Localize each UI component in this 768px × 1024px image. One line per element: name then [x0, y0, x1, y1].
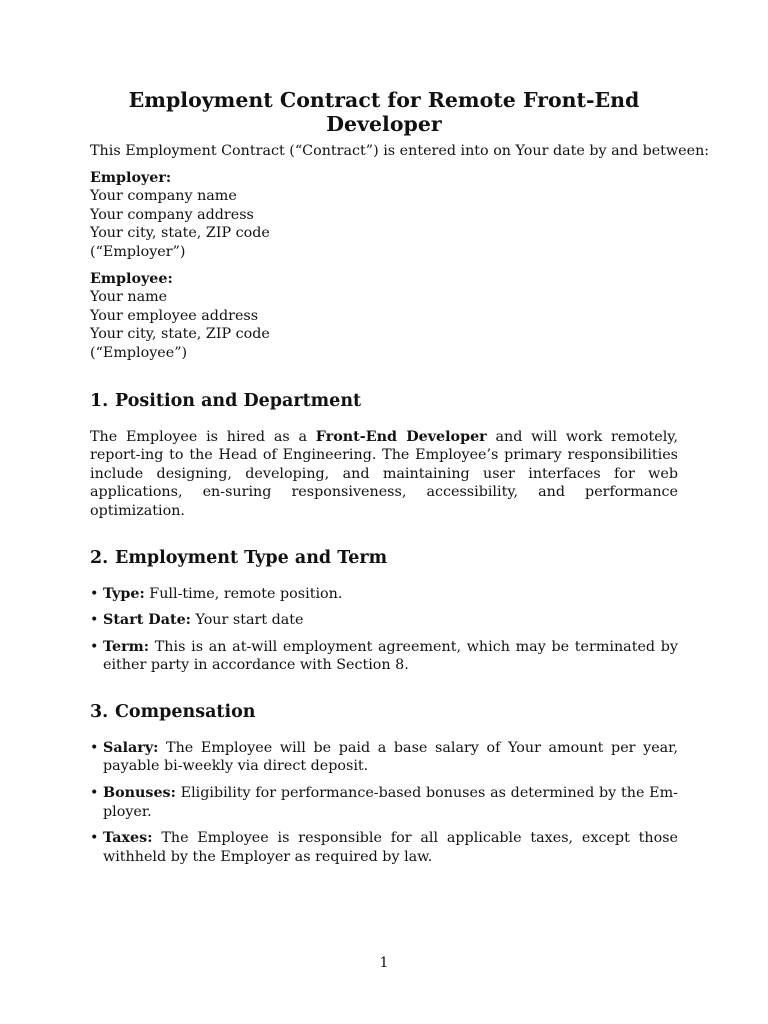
bullet-icon: •: [90, 830, 99, 847]
section-heading: [90, 547, 678, 569]
section-number: 2.: [90, 547, 109, 568]
section-number: 3.: [90, 701, 109, 722]
list-item: [90, 611, 678, 630]
employee-line: Your name: [90, 289, 168, 306]
paragraph-text: The Employee is hired as a: [90, 428, 316, 445]
intro-paragraph: This Employment Contract (“Contract”) is entered into on Your date by and between:: [90, 143, 710, 159]
section-paragraph: [90, 428, 678, 521]
bullet-list: [90, 739, 678, 867]
document-page: [90, 88, 710, 874]
employee-line: Your city, state, ZIP code: [90, 326, 270, 343]
item-label: Type:: [103, 585, 145, 602]
paragraph-bold-text: Front-End Developer: [315, 428, 487, 445]
section-number: 1.: [90, 390, 109, 411]
item-label: Bonuses:: [103, 785, 176, 802]
item-text: The Employee is responsible for all applicable taxes, except those withheld by the Employer as required by law.: [103, 830, 679, 865]
list-item: [90, 829, 678, 866]
document-title: Employment Contract for Remote Front-End Developer: [128, 88, 640, 136]
item-label: Salary:: [103, 739, 159, 756]
item-label: Taxes:: [103, 830, 153, 847]
item-text: Eligibility for performance-based bonuses as determined by the Em-ployer.: [103, 785, 678, 820]
bullet-icon: •: [90, 739, 99, 756]
employer-line: Your company name: [90, 188, 237, 205]
employer-line: Your city, state, ZIP code: [90, 225, 270, 242]
employee-line: Your employee address: [90, 307, 259, 324]
section-heading: [90, 390, 678, 412]
section-title: Employment Type and Term: [115, 547, 388, 568]
list-item: [90, 739, 678, 776]
item-text: Your start date: [195, 612, 304, 629]
employee-line: (“Employee”): [90, 344, 188, 361]
bullet-icon: •: [90, 612, 99, 629]
bullet-icon: •: [90, 585, 99, 602]
employer-block: [90, 169, 678, 262]
bullet-icon: •: [90, 638, 99, 655]
section-title: Position and Department: [115, 390, 362, 411]
list-item: [90, 784, 678, 821]
list-item: [90, 585, 678, 604]
employee-block: [90, 270, 678, 363]
item-text: The Employee will be paid a base salary of Your amount per year, payable bi-weekly via direct deposit.: [103, 739, 678, 775]
section-title: Compensation: [115, 701, 256, 722]
employer-label: Employer:: [90, 169, 172, 186]
page-number: 1: [379, 955, 389, 971]
employer-line: (“Employer”): [90, 243, 186, 260]
list-item: [90, 638, 678, 675]
section-heading: [90, 701, 678, 723]
item-text: This is an at-will employment agreement, which may be terminated by either party in accordance with Section 8.: [103, 638, 679, 674]
paragraph-text: and will work remotely, report-ing to the Head of Engineering. The Employee’s primary responsibilities include designing, developing, and maintaining user interfaces for web applications, en-suring responsiveness, accessibility, and performance optimization.: [90, 428, 679, 519]
item-label: Start Date:: [103, 612, 191, 629]
bullet-icon: •: [90, 785, 99, 802]
employer-line: Your company address: [90, 206, 254, 223]
employee-label: Employee:: [90, 270, 173, 287]
bullet-list: [90, 585, 678, 675]
item-label: Term:: [103, 638, 150, 655]
item-text: Full-time, remote position.: [149, 585, 343, 602]
